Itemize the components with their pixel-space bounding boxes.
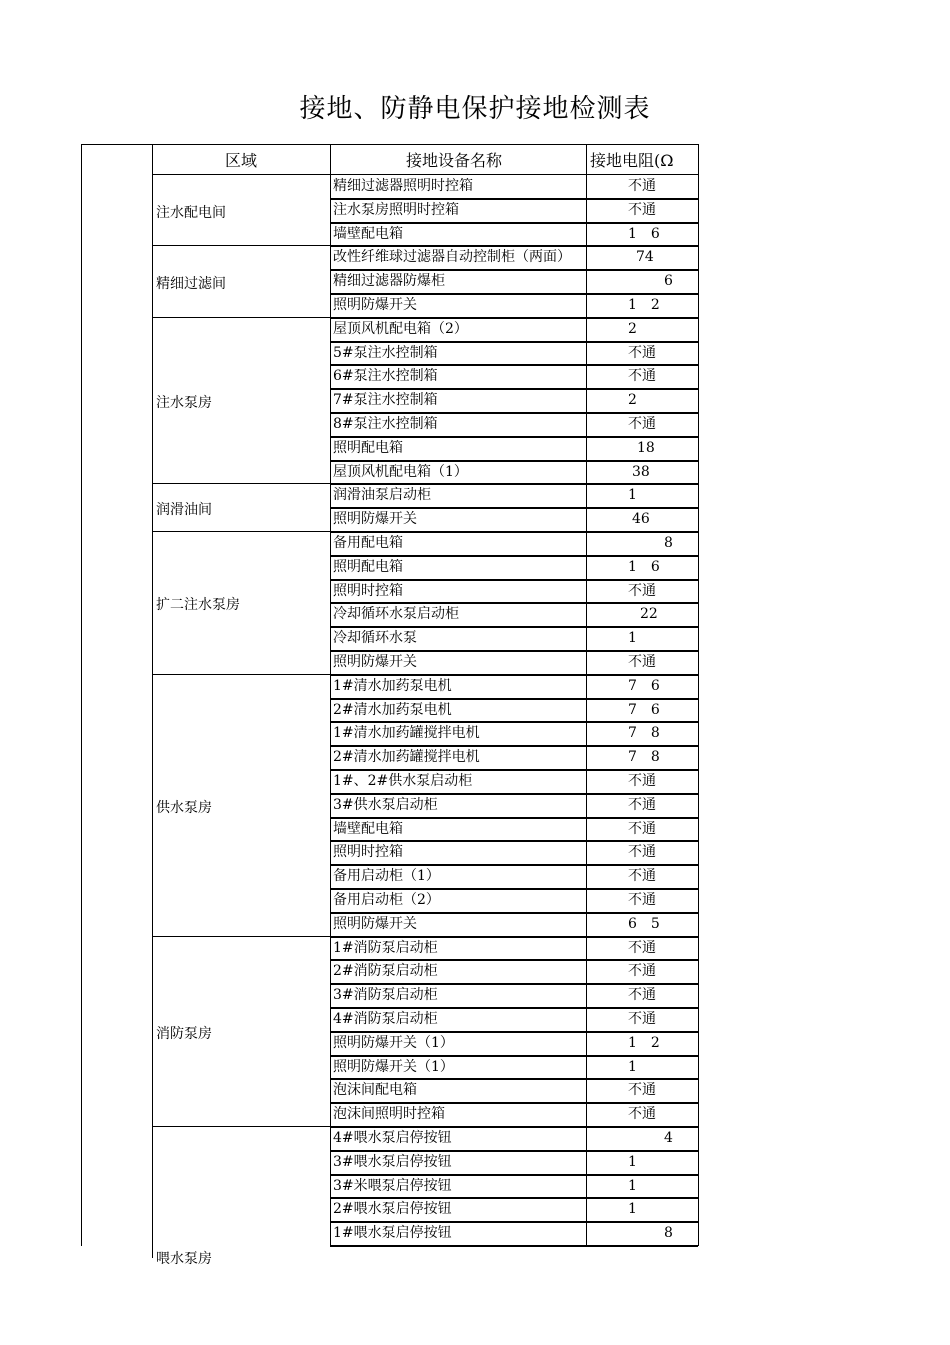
- device-name: 照明防爆开关（1）: [333, 1058, 454, 1075]
- device-name: 冷却循环水泵启动柜: [333, 606, 459, 623]
- resistance-value: 7 6: [628, 701, 660, 718]
- resistance-value: 8: [664, 1225, 673, 1242]
- resistance-right-border: [698, 144, 699, 1246]
- group-separator: [152, 674, 330, 675]
- device-name: 1#消防泵启动柜: [333, 939, 438, 956]
- device-name: 备用配电箱: [333, 535, 403, 551]
- resistance-value: 不通: [628, 892, 656, 908]
- resistance-value: 不通: [628, 416, 656, 432]
- device-name: 精细过滤器照明时控箱: [333, 178, 473, 194]
- resistance-value: 46: [632, 511, 650, 528]
- device-name: 照明时控箱: [333, 582, 403, 599]
- resistance-value: 不通: [628, 368, 656, 385]
- area-label: 润滑油间: [156, 502, 212, 518]
- device-name: 改性纤维球过滤器自动控制柜（两面）: [333, 249, 571, 266]
- device-name: 1#清水加药泵电机: [333, 677, 452, 694]
- device-name: 照明防爆开关: [333, 297, 417, 313]
- resistance-value: 1 6: [628, 225, 660, 242]
- device-name: 照明防爆开关: [333, 511, 417, 528]
- resistance-value: 1 6: [628, 558, 660, 575]
- device-name: 屋顶风机配电箱（1）: [333, 463, 468, 480]
- resistance-value: 74: [636, 249, 654, 266]
- device-name: 3#消防泵启动柜: [333, 987, 438, 1004]
- device-left-border: [330, 144, 331, 1246]
- device-name: 照明防爆开关（1）: [333, 1034, 454, 1051]
- device-name: 3#供水泵启动柜: [333, 796, 438, 813]
- area-label: 注水配电间: [156, 205, 226, 221]
- device-name: 照明防爆开关: [333, 654, 417, 670]
- device-name: 8#泵注水控制箱: [333, 416, 438, 432]
- row-separator: [330, 1245, 698, 1247]
- area-label: 消防泵房: [156, 1026, 212, 1042]
- device-name: 墙壁配电箱: [333, 820, 403, 837]
- device-name: 3#米喂泵启停按钮: [333, 1177, 452, 1194]
- group-separator: [152, 531, 330, 532]
- area-label: 注水泵房: [156, 395, 212, 411]
- device-name: 备用启动柜（1）: [333, 868, 440, 885]
- device-name: 4#消防泵启动柜: [333, 1011, 438, 1027]
- device-name: 注水泵房照明时控箱: [333, 201, 459, 218]
- page-title: 接地、防静电保护接地检测表: [299, 94, 651, 124]
- area-left-border: [152, 144, 153, 1258]
- device-name: 2#喂水泵启停按钮: [333, 1201, 452, 1218]
- device-name: 备用启动柜（2）: [333, 892, 440, 908]
- area-label: 供水泵房: [156, 800, 212, 816]
- resistance-value: 不通: [628, 582, 656, 599]
- group-separator: [152, 483, 330, 484]
- resistance-value: 不通: [628, 868, 656, 885]
- device-name: 2#消防泵启动柜: [333, 963, 438, 980]
- area-label: 精细过滤间: [156, 276, 226, 292]
- device-name: 1#清水加药罐搅拌电机: [333, 725, 480, 742]
- device-name: 2#清水加药罐搅拌电机: [333, 749, 480, 766]
- resistance-value: 不通: [628, 987, 656, 1004]
- header-top-border: [81, 144, 698, 145]
- resistance-value: 1: [628, 1153, 637, 1170]
- resistance-value: 不通: [628, 844, 656, 861]
- resistance-value: 不通: [628, 963, 656, 980]
- resistance-value: 8: [664, 535, 673, 551]
- resistance-value: 6: [664, 273, 673, 290]
- device-name: 5#泵注水控制箱: [333, 344, 438, 361]
- resistance-value: 不通: [628, 654, 656, 670]
- resistance-value: 7 6: [628, 677, 660, 694]
- resistance-value: 不通: [628, 1082, 656, 1099]
- device-name: 冷却循环水泵: [333, 630, 417, 647]
- device-name: 泡沫间照明时控箱: [333, 1106, 445, 1123]
- resistance-value: 1 2: [628, 297, 660, 313]
- resistance-left-border: [586, 144, 587, 1246]
- device-name: 墙壁配电箱: [333, 225, 403, 242]
- resistance-value: 不通: [628, 344, 656, 361]
- device-name: 照明防爆开关: [333, 915, 417, 932]
- device-name: 7#泵注水控制箱: [333, 392, 438, 409]
- area-label: 喂水泵房: [156, 1251, 212, 1267]
- resistance-value: 不通: [628, 773, 656, 789]
- outer-left-border: [81, 144, 82, 1246]
- resistance-value: 1: [628, 1058, 637, 1075]
- device-name: 照明时控箱: [333, 844, 403, 861]
- resistance-value: 1: [628, 1201, 637, 1218]
- device-name: 精细过滤器防爆柜: [333, 273, 445, 290]
- device-name: 润滑油泵启动柜: [333, 487, 431, 504]
- group-separator: [152, 936, 330, 937]
- resistance-value: 6 5: [628, 915, 660, 932]
- device-name: 1#喂水泵启停按钮: [333, 1225, 452, 1242]
- device-name: 1#、2#供水泵启动柜: [333, 773, 473, 789]
- device-name: 屋顶风机配电箱（2）: [333, 320, 468, 337]
- resistance-value: 1: [628, 1177, 637, 1194]
- resistance-value: 2: [628, 392, 637, 409]
- resistance-value: 不通: [628, 939, 656, 956]
- header-resistance: 接地电阻(Ω: [590, 151, 674, 170]
- resistance-value: 不通: [628, 201, 656, 218]
- resistance-value: 2: [628, 320, 637, 337]
- device-name: 2#清水加药泵电机: [333, 701, 452, 718]
- resistance-value: 7 8: [628, 749, 660, 766]
- header-device: 接地设备名称: [406, 151, 503, 170]
- resistance-value: 不通: [628, 820, 656, 837]
- device-name: 3#喂水泵启停按钮: [333, 1153, 452, 1170]
- resistance-value: 18: [637, 439, 655, 456]
- resistance-value: 不通: [628, 796, 656, 813]
- resistance-value: 4: [664, 1130, 673, 1146]
- device-name: 4#喂水泵启停按钮: [333, 1130, 452, 1146]
- resistance-value: 22: [640, 606, 658, 623]
- header-area: 区域: [225, 151, 258, 170]
- group-separator: [152, 317, 330, 318]
- resistance-value: 38: [632, 463, 650, 480]
- resistance-value: 不通: [628, 1106, 656, 1123]
- resistance-value: 不通: [628, 178, 656, 194]
- device-name: 6#泵注水控制箱: [333, 368, 438, 385]
- resistance-value: 7 8: [628, 725, 660, 742]
- resistance-value: 不通: [628, 1011, 656, 1027]
- resistance-value: 1: [628, 630, 637, 647]
- device-name: 泡沫间配电箱: [333, 1082, 417, 1099]
- area-label: 扩二注水泵房: [156, 597, 240, 613]
- group-separator: [152, 245, 330, 246]
- resistance-value: 1: [628, 487, 637, 504]
- group-separator: [152, 1126, 330, 1127]
- device-name: 照明配电箱: [333, 558, 403, 575]
- device-name: 照明配电箱: [333, 439, 403, 456]
- resistance-value: 1 2: [628, 1034, 660, 1051]
